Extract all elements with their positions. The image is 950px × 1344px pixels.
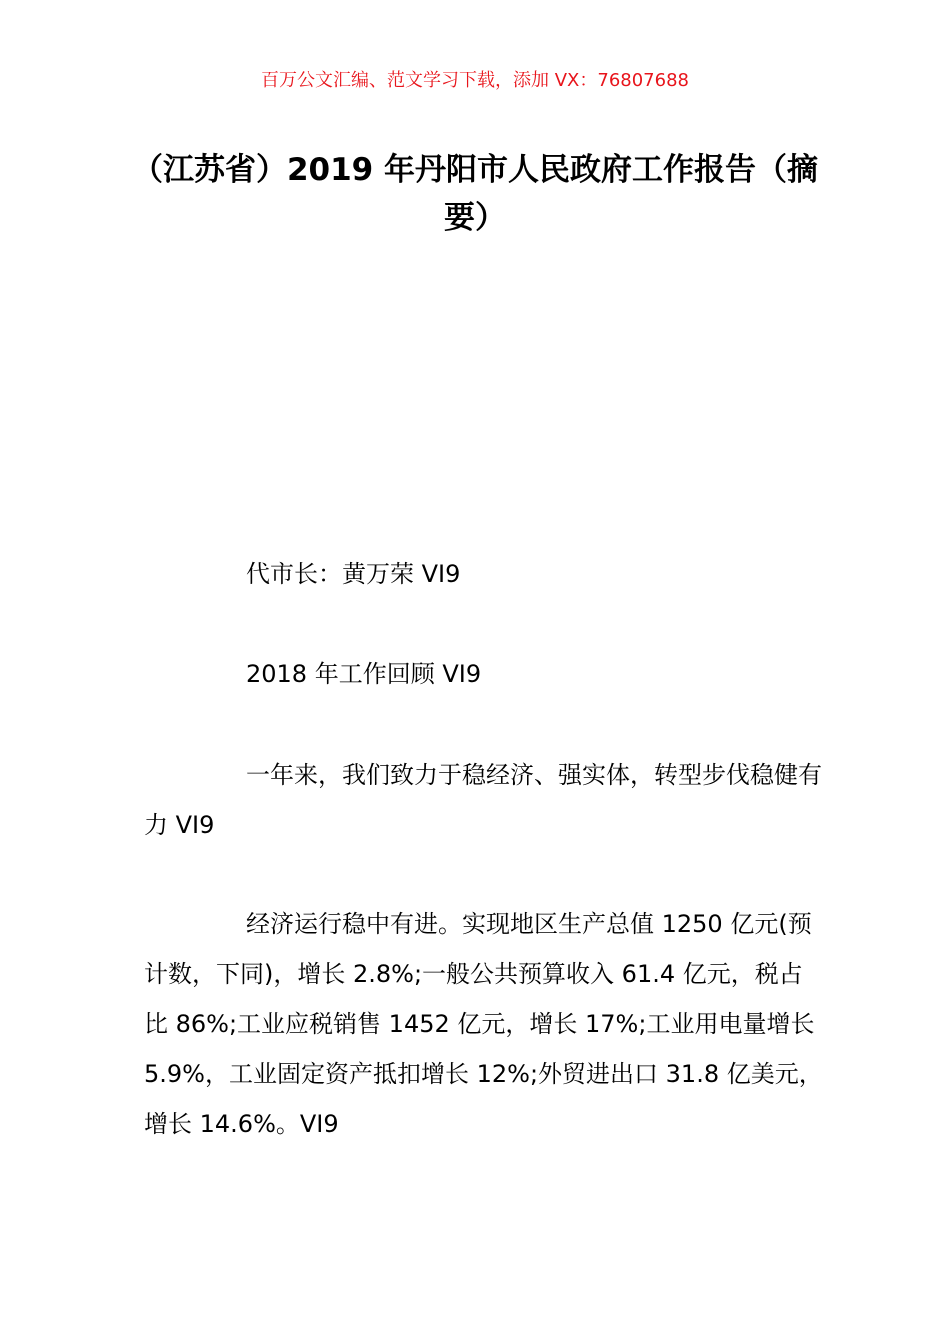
paragraph-overview: 一年来，我们致力于稳经济、强实体，转型步伐稳健有力 VI9 [144, 761, 822, 839]
paragraph-economy: 经济运行稳中有进。实现地区生产总值 1250 亿元(预计数，下同)，增长 2.8%;一般公共预算收入 61.4 亿元，税占比 86%;工业应税销售 1452 亿元，增长 17%;工业用电量增长 5.9%，工业固定资产抵扣增长 12%;外贸进出口 31.8 亿美元，增长 14.6%。VI9 [144, 910, 823, 1138]
document-title: （江苏省）2019 年丹阳市人民政府工作报告（摘要） [131, 152, 819, 236]
header-note: 百万公文汇编、范文学习下载，添加 VX：76807688 [261, 70, 689, 91]
paragraph-mayor: 代市长：黄万荣 VI9 [246, 560, 461, 588]
paragraph-review-heading: 2018 年工作回顾 VI9 [246, 660, 482, 688]
